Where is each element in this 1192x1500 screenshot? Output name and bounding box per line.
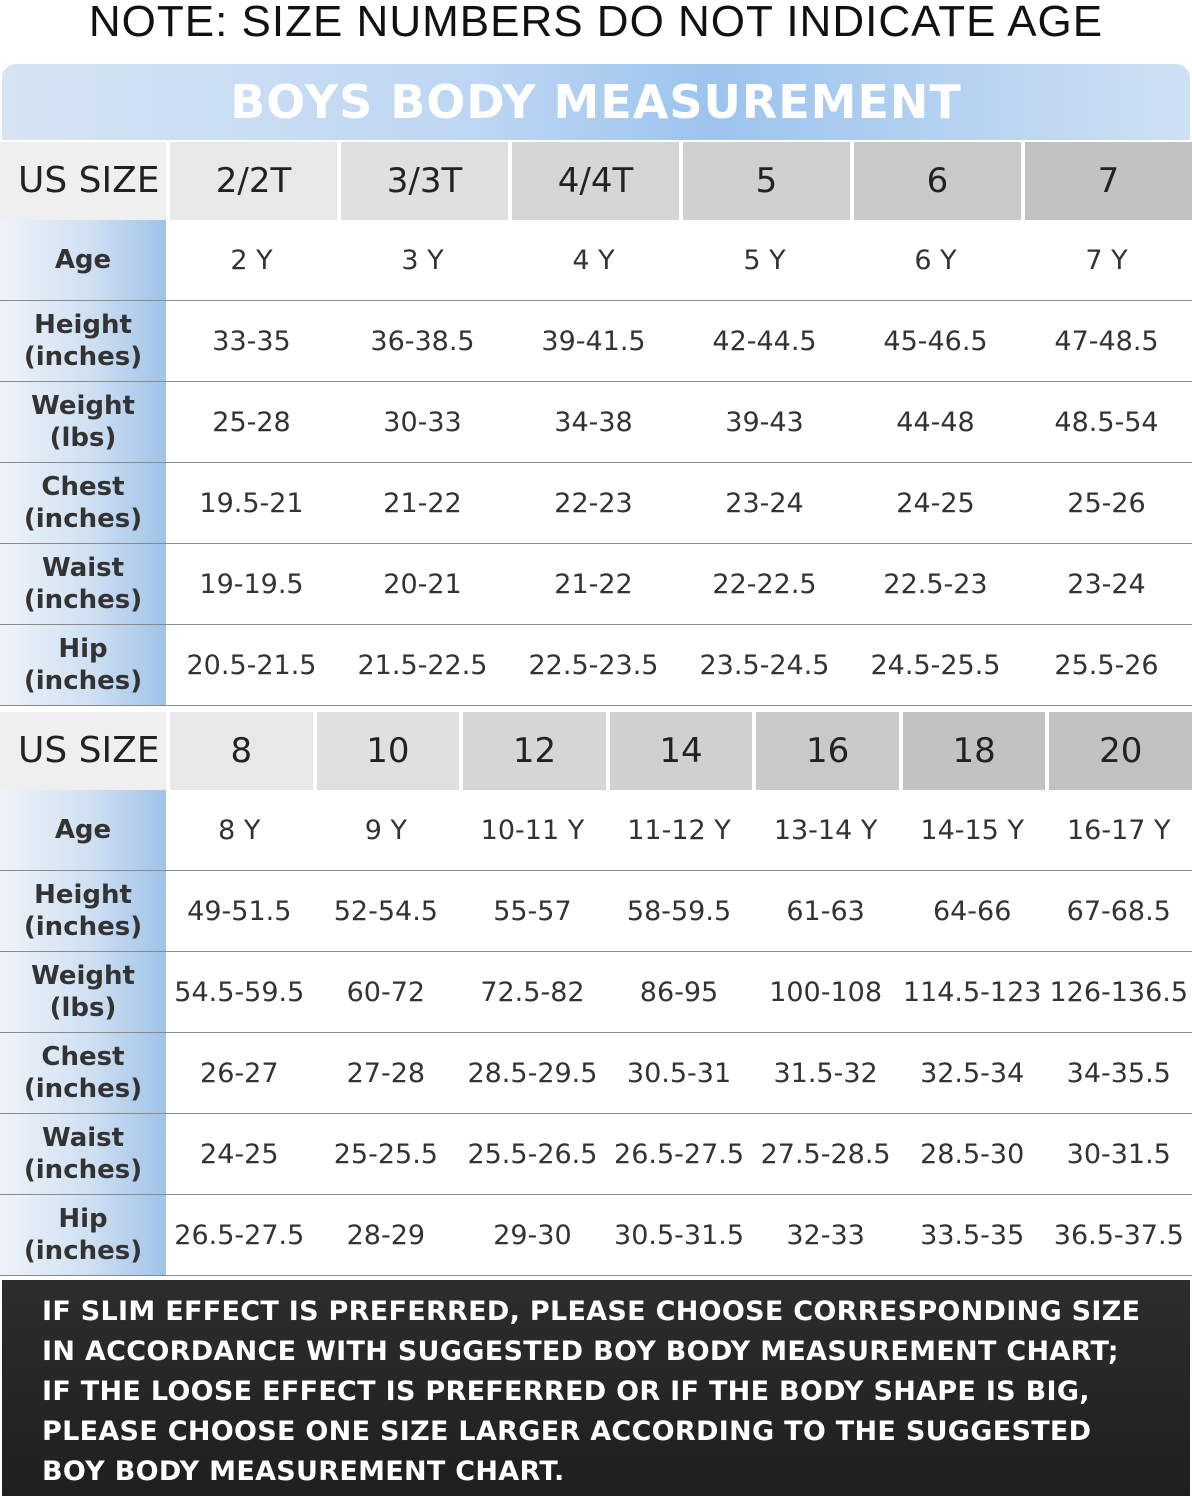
table-cell: 30-31.5 (1066, 1138, 1171, 1170)
table-cell: 34-38 (554, 406, 633, 438)
table-cell: 29-30 (493, 1219, 572, 1251)
table-cell: 9 Y (364, 814, 407, 846)
table-cell: 48.5-54 (1054, 406, 1159, 438)
table-cell: 19.5-21 (199, 487, 304, 519)
size-header-cell: 10 (317, 712, 460, 790)
table-row (0, 625, 1192, 706)
table-row (0, 544, 1192, 625)
size-table-2 (0, 712, 1192, 1276)
table-row (0, 382, 1192, 463)
size-header-row (0, 712, 1192, 790)
table-cell: 16-17 Y (1066, 814, 1171, 846)
table-cell: 28.5-30 (920, 1138, 1025, 1170)
size-header-cell: 4/4T (512, 142, 679, 220)
table-cell: 61-63 (786, 895, 865, 927)
table-cell: 25.5-26.5 (467, 1138, 598, 1170)
table-cell: 54.5-59.5 (174, 976, 305, 1008)
table-cell: 126-136.5 (1049, 976, 1189, 1008)
size-table-1 (0, 142, 1192, 706)
us-size-label: US SIZE (0, 712, 166, 790)
table-cell: 25.5-26 (1054, 649, 1159, 681)
table-cell: 26-27 (200, 1057, 279, 1089)
row-label: Height (inches) (0, 301, 166, 381)
table-cell: 44-48 (896, 406, 975, 438)
row-label: Waist (inches) (0, 1114, 166, 1194)
row-label: Chest (inches) (0, 463, 166, 543)
table-cell: 34-35.5 (1066, 1057, 1171, 1089)
size-header-row (0, 142, 1192, 220)
table-cell: 23.5-24.5 (699, 649, 830, 681)
table-cell: 13-14 Y (773, 814, 878, 846)
size-header-cell: 20 (1049, 712, 1192, 790)
table-cell: 100-108 (769, 976, 882, 1008)
table-cell: 39-41.5 (541, 325, 646, 357)
table-cell: 36-38.5 (370, 325, 475, 357)
size-header-cell: 2/2T (170, 142, 337, 220)
table-cell: 25-25.5 (333, 1138, 438, 1170)
us-size-label: US SIZE (0, 142, 166, 220)
table-cell: 67-68.5 (1066, 895, 1171, 927)
table-cell: 30-33 (383, 406, 462, 438)
row-label: Hip (inches) (0, 1195, 166, 1275)
size-header-cell: 7 (1025, 142, 1192, 220)
table-cell: 3 Y (401, 244, 444, 276)
size-header-cell: 16 (756, 712, 899, 790)
table-cell: 5 Y (743, 244, 786, 276)
table-cell: 28.5-29.5 (467, 1057, 598, 1089)
table-cell: 21-22 (383, 487, 462, 519)
table-cell: 33.5-35 (920, 1219, 1025, 1251)
table-cell: 7 Y (1085, 244, 1128, 276)
table-cell: 25-28 (212, 406, 291, 438)
table-cell: 60-72 (346, 976, 426, 1008)
row-label: Weight (lbs) (0, 952, 166, 1032)
table-cell: 30.5-31 (626, 1057, 732, 1089)
table-cell: 22.5-23.5 (528, 649, 659, 681)
size-header-cell: 14 (610, 712, 753, 790)
table-cell: 4 Y (572, 244, 615, 276)
table-cell: 23-24 (1067, 568, 1146, 600)
size-header-cell: 12 (463, 712, 606, 790)
table-cell: 25-26 (1067, 487, 1146, 519)
table-cell: 21.5-22.5 (357, 649, 488, 681)
size-header-cell: 5 (683, 142, 850, 220)
table-cell: 36.5-37.5 (1053, 1219, 1184, 1251)
table-cell: 64-66 (932, 895, 1012, 927)
table-cell: 32-33 (786, 1219, 865, 1251)
table-cell: 24.5-25.5 (870, 649, 1001, 681)
table-cell: 14-15 Y (920, 814, 1024, 846)
table-row (0, 220, 1192, 301)
table-cell: 19-19.5 (199, 568, 304, 600)
table-cell: 86-95 (639, 976, 719, 1008)
age-note: NOTE: SIZE NUMBERS DO NOT INDICATE AGE (88, 0, 1104, 46)
table-cell: 22-22.5 (712, 568, 817, 600)
table-cell: 72.5-82 (480, 976, 585, 1008)
table-cell: 47-48.5 (1054, 325, 1159, 357)
table-cell: 24-25 (896, 487, 975, 519)
table-cell: 58-59.5 (626, 895, 732, 927)
table-cell: 26.5-27.5 (614, 1138, 745, 1170)
table-row (0, 952, 1192, 1033)
table-cell: 49-51.5 (187, 895, 292, 927)
chart-title: BOYS BODY MEASUREMENT (2, 64, 1190, 140)
row-label: Waist (inches) (0, 544, 166, 624)
table-cell: 55-57 (493, 895, 572, 927)
row-label: Age (0, 790, 166, 870)
table-row (0, 1114, 1192, 1195)
table-row (0, 301, 1192, 382)
table-row (0, 871, 1192, 952)
size-header-cell: 8 (170, 712, 313, 790)
table-cell: 22.5-23 (883, 568, 988, 600)
table-cell: 27-28 (346, 1057, 426, 1089)
table-row (0, 463, 1192, 544)
row-label: Age (0, 220, 166, 300)
size-header-cell: 18 (903, 712, 1046, 790)
table-cell: 45-46.5 (883, 325, 988, 357)
table-cell: 33-35 (212, 325, 291, 357)
table-cell: 23-24 (725, 487, 804, 519)
table-cell: 30.5-31.5 (614, 1219, 745, 1251)
table-cell: 52-54.5 (333, 895, 438, 927)
table-row (0, 790, 1192, 871)
table-cell: 31.5-32 (773, 1057, 878, 1089)
table-cell: 114.5-123 (902, 976, 1042, 1008)
table-cell: 8 Y (218, 814, 261, 846)
size-header-cell: 3/3T (341, 142, 508, 220)
table-row (0, 1195, 1192, 1276)
table-row (0, 1033, 1192, 1114)
table-cell: 11-12 Y (627, 814, 731, 846)
table-cell: 26.5-27.5 (174, 1219, 305, 1251)
table-cell: 2 Y (230, 244, 273, 276)
row-label: Hip (inches) (0, 625, 166, 705)
table-cell: 42-44.5 (712, 325, 817, 357)
size-header-cell: 6 (854, 142, 1021, 220)
table-cell: 22-23 (554, 487, 633, 519)
table-cell: 32.5-34 (920, 1057, 1025, 1089)
table-cell: 24-25 (200, 1138, 279, 1170)
table-cell: 20.5-21.5 (186, 649, 317, 681)
table-cell: 39-43 (725, 406, 804, 438)
row-label: Chest (inches) (0, 1033, 166, 1113)
table-cell: 28-29 (346, 1219, 426, 1251)
table-cell: 27.5-28.5 (760, 1138, 891, 1170)
table-cell: 20-21 (383, 568, 462, 600)
row-label: Weight (lbs) (0, 382, 166, 462)
table-cell: 6 Y (914, 244, 957, 276)
table-cell: 21-22 (554, 568, 633, 600)
table-cell: 10-11 Y (480, 814, 585, 846)
fit-advice: IF SLIM EFFECT IS PREFERRED, PLEASE CHOOSE CORRESPONDING SIZE IN ACCORDANCE WITH SUGGESTED BOY BODY MEASUREMENT CHART; IF THE LOOSE EFFECT IS PREFERRED OR IF THE BODY SHAPE IS BIG, PLEASE CHOOSE ONE SIZE LARGER ACCORDING TO THE SUGGESTED BOY BODY MEASUREMENT CHART. (2, 1280, 1190, 1496)
row-label: Height (inches) (0, 871, 166, 951)
